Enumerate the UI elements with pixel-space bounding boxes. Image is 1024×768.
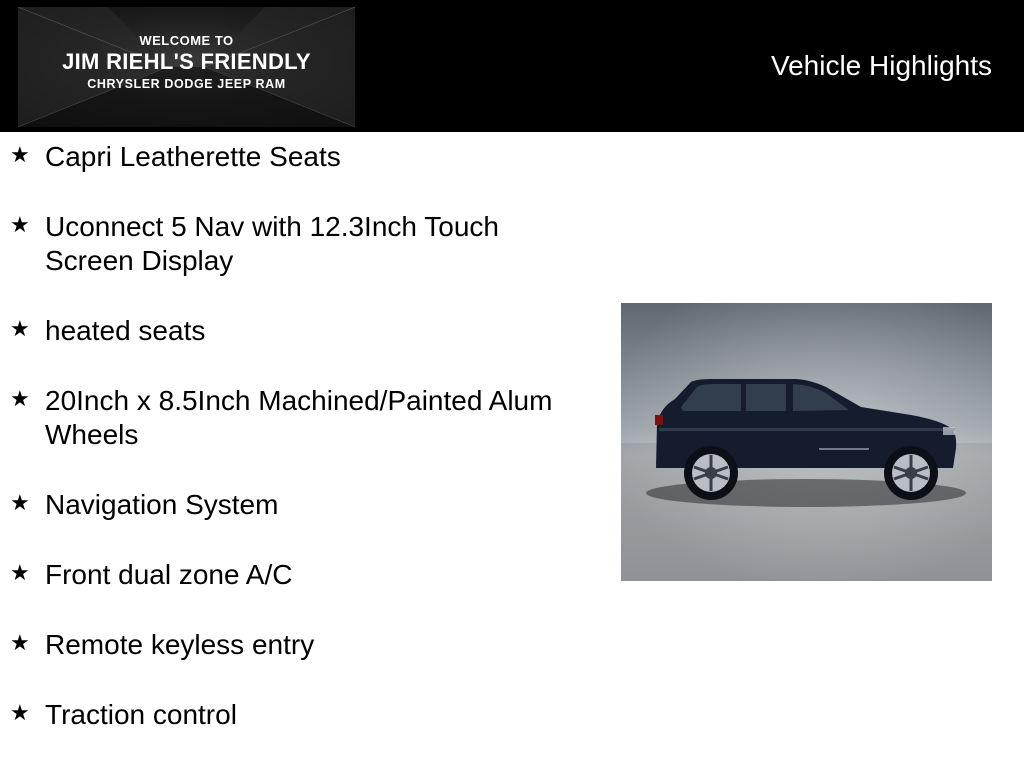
header-bar [0,0,1024,132]
logo-brands-text: CHRYSLER DODGE JEEP RAM [87,77,286,91]
star-icon: ★ [10,490,30,515]
vehicle-photo[interactable] [621,303,992,581]
star-icon: ★ [10,386,30,411]
feature-item [0,140,560,174]
dealer-logo[interactable] [18,7,355,127]
star-icon: ★ [10,630,30,655]
feature-item [0,488,560,522]
feature-item [0,698,560,732]
feature-item [0,558,560,592]
feature-label: 20Inch x 8.5Inch Machined/Painted Alum Wheels [45,385,553,450]
star-icon: ★ [10,700,30,725]
logo-dealer-name: JIM RIEHL'S FRIENDLY [62,49,311,74]
logo-welcome-text: WELCOME TO [139,33,234,48]
star-icon: ★ [10,212,30,237]
feature-item [0,384,560,452]
feature-label: Front dual zone A/C [45,559,293,590]
vehicle-image [621,303,992,581]
feature-item [0,314,560,348]
star-icon: ★ [10,560,30,585]
star-icon: ★ [10,142,30,167]
feature-label: Capri Leatherette Seats [45,141,341,172]
star-icon: ★ [10,316,30,341]
feature-label: Remote keyless entry [45,629,315,660]
feature-list [0,140,560,768]
feature-item [0,628,560,662]
feature-label: Navigation System [45,489,279,520]
page-title: Vehicle Highlights [770,50,992,81]
feature-label: Uconnect 5 Nav with 12.3Inch Touch Screen Display [45,211,499,276]
feature-item [0,210,560,278]
feature-label: heated seats [45,315,206,346]
feature-label: Traction control [45,699,237,730]
